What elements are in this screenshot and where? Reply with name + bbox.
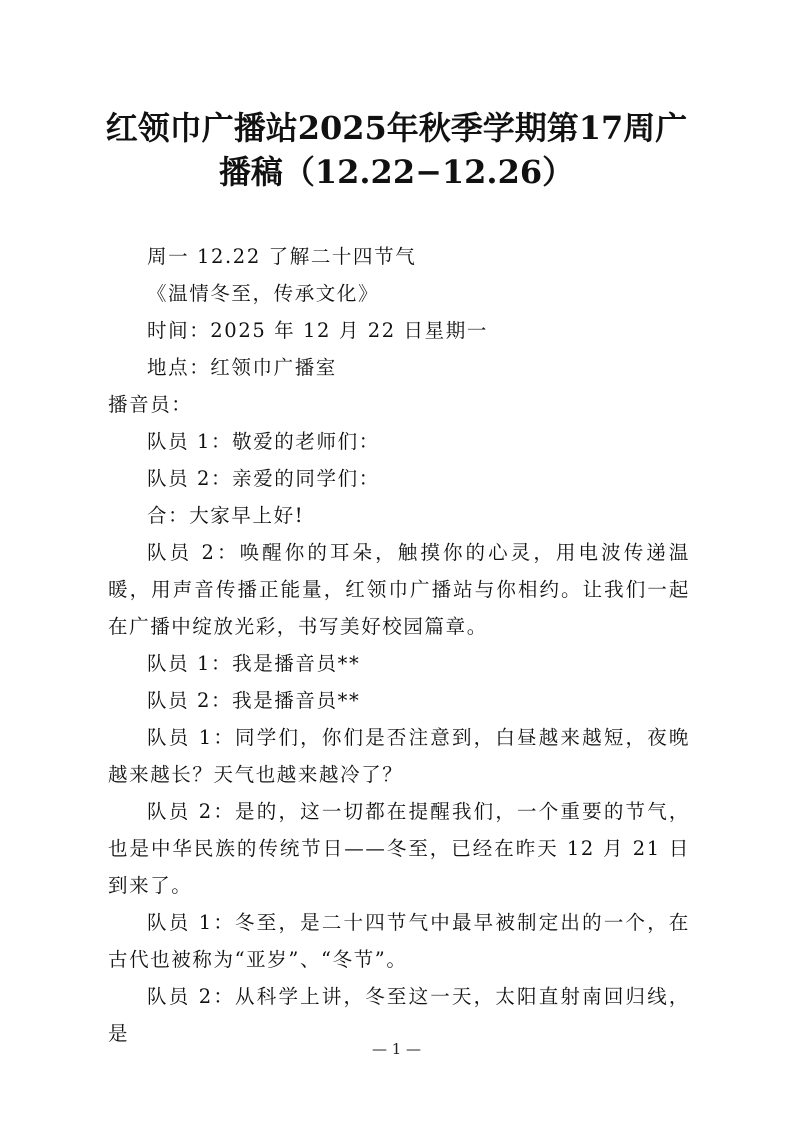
paragraph-dialogue: 队员 1：我是播音员** — [147, 652, 361, 675]
document-body — [108, 238, 690, 1052]
paragraph-dialogue: 队员 1：冬至，是二十四节气中最早被制定出的一个，在古代也被称为“亚岁”、“冬节”。 — [108, 911, 690, 971]
document-title — [100, 106, 693, 194]
paragraph-day-topic: 周一 12.22 了解二十四节气 — [147, 245, 417, 268]
paragraph-program-title: 《温情冬至，传承文化》 — [147, 282, 380, 305]
title-line-2: 播稿（12.22−12.26） — [218, 153, 575, 191]
paragraph-time: 时间：2025 年 12 月 22 日星期一 — [147, 319, 488, 342]
paragraph-dialogue: 合：大家早上好! — [147, 504, 305, 527]
paragraph-dialogue: 队员 2：唤醒你的耳朵，触摸你的心灵，用电波传递温暖，用声音传播正能量，红领巾广播站与你相约。让我们一起在广播中绽放光彩，书写美好校园篇章。 — [108, 541, 690, 638]
paragraph-location: 地点：红领巾广播室 — [147, 356, 337, 379]
title-line-1: 红领巾广播站2025年秋季学期第17周广 — [105, 109, 688, 147]
paragraph-dialogue: 队员 2：我是播音员** — [147, 689, 361, 712]
paragraph-dialogue: 队员 2：是的，这一切都在提醒我们，一个重要的节气，也是中华民族的传统节日——冬至，已经在昨天 12 月 21 日到来了。 — [108, 800, 690, 897]
paragraph-dialogue: 队员 1：敬爱的老师们： — [147, 430, 380, 453]
paragraph-announcers-label: 播音员： — [108, 393, 193, 416]
paragraph-dialogue: 队员 1：同学们，你们是否注意到，白昼越来越短，夜晚越来越长？天气也越来越冷了？ — [108, 726, 690, 786]
page-number: — 1 — — [371, 1040, 422, 1058]
paragraph-dialogue: 队员 2：亲爱的同学们： — [147, 467, 380, 490]
paragraph-dialogue: 队员 2：从科学上讲，冬至这一天，太阳直射南回归线，是 — [108, 985, 690, 1045]
